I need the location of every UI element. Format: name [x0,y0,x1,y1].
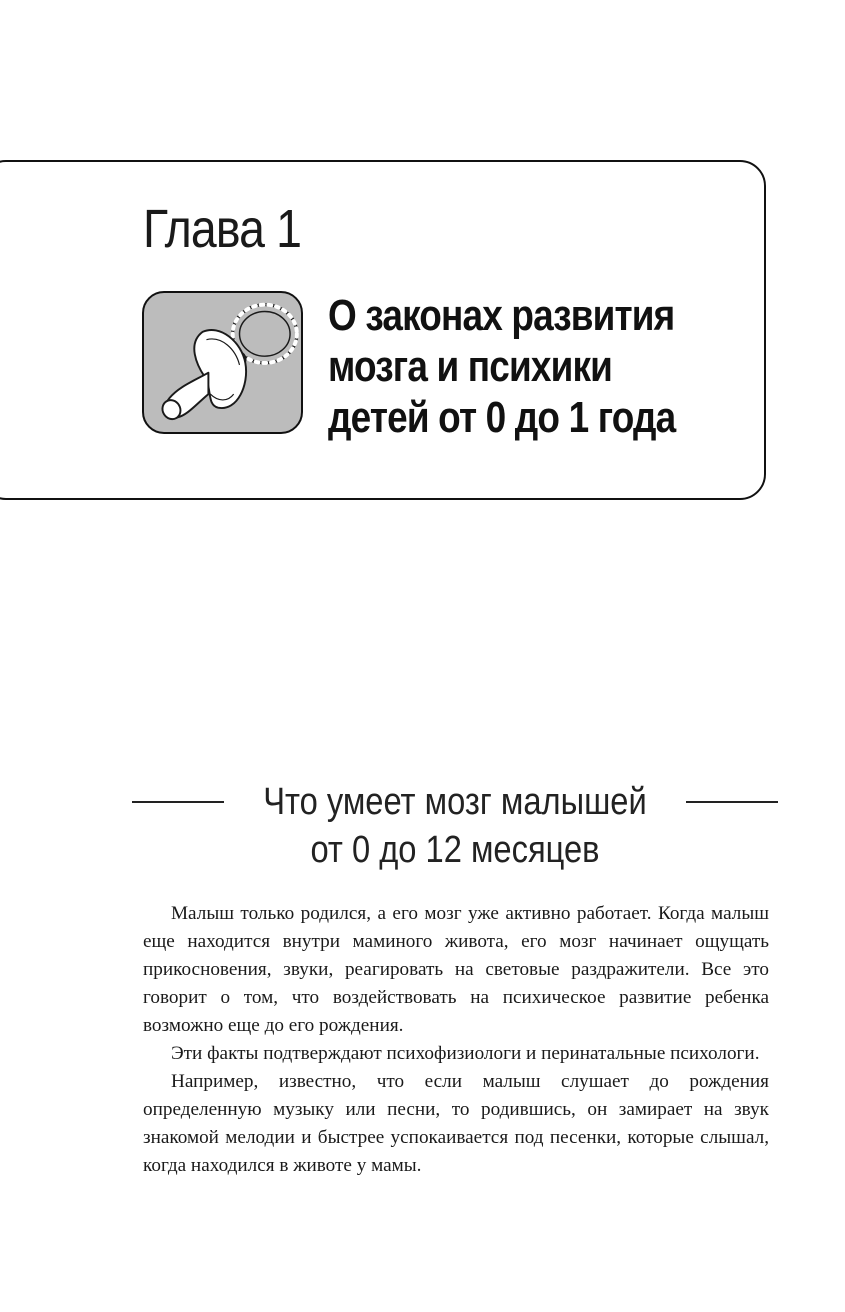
section-heading [143,778,767,874]
heading-rule-right [686,801,778,803]
section-heading-line2: от 0 до 12 месяцев [310,829,600,871]
chapter-title-line: мозга и психики [328,342,613,391]
section-heading-text: Что умеет мозг малышей [263,781,647,823]
pacifier-icon [142,291,303,434]
section-heading-line1 [143,778,767,826]
paragraph: Эти факты подтверждают психофизиологи и перинатальные психологи. [171,1043,760,1064]
body-text [143,900,769,1180]
paragraph: Малыш только родился, а его мозг уже активно работает. Когда малыш еще находится внутри маминого живота, его мозг начинает ощущать прикосновения, звуки, реагировать на световые раздражители. Все это говорит о том, что воздействовать на психическое развитие ребенка возможно еще до его рождения. [143,903,769,1036]
paragraph: Например, известно, что если малыш слушает до рождения определенную музыку или песни, то родившись, он замирает на звук знакомой мелодии и быстрее успокаивается под песенки, которые слышал, когда находился в животе у мамы. [143,1071,769,1176]
chapter-title-line: О законах развития [328,291,675,340]
chapter-label: Глава 1 [143,199,302,259]
chapter-title [328,290,748,443]
heading-rule-left [132,801,224,803]
chapter-title-line: детей от 0 до 1 года [328,393,676,442]
